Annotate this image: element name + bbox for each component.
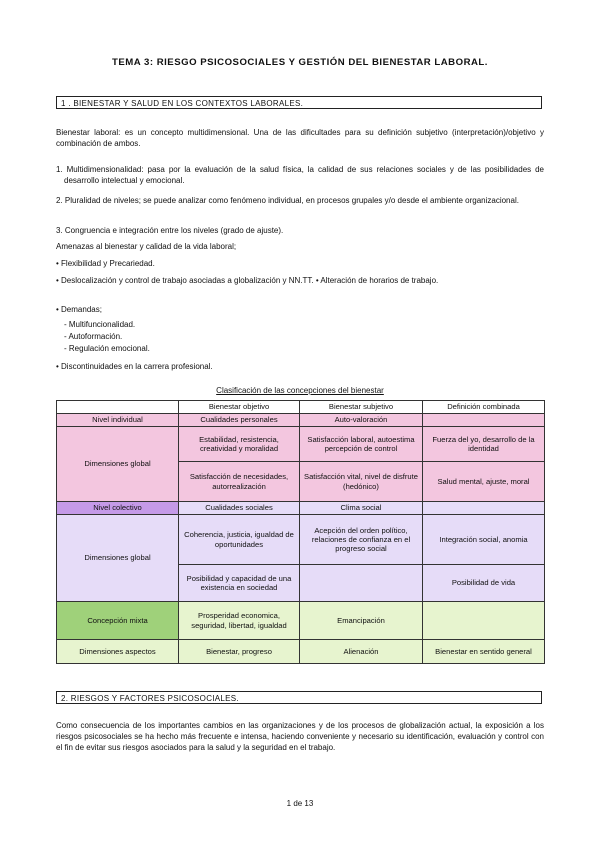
- dim-global-1a-subjetivo: Satisfacción laboral, autoestima percepción de control: [300, 427, 423, 462]
- nivel-colectivo-subjetivo: Clima social: [300, 502, 423, 515]
- point-3: [56, 225, 544, 236]
- section-2-heading: 2. RIESGOS Y FACTORES PSICOSOCIALES.: [56, 691, 542, 704]
- demand-2: - Autoformación.: [64, 332, 123, 341]
- nivel-individual-row: [57, 414, 545, 427]
- concepcion-mixta-objetivo: Prosperidad economica, seguridad, libertad, igualdad: [179, 602, 300, 640]
- dim-global-1b-objetivo: Satisfacción de necesidades, autorrealización: [179, 462, 300, 502]
- concepcion-mixta-combinada: [423, 602, 545, 640]
- demand-1: - Multifuncionalidad.: [64, 320, 136, 329]
- header-empty: [57, 401, 179, 414]
- dim-global-2a-subjetivo: Acepción del orden político, relaciones de confianza en el progreso social: [300, 515, 423, 565]
- nivel-individual-label: Nivel individual: [57, 414, 179, 427]
- point-1: [56, 164, 544, 186]
- wellbeing-classification-table: [56, 400, 545, 664]
- section-2-body: Como consecuencia de los importantes cambios en las organizaciones y de los procesos de globalización actual, la exposición a los riesgos psicosociales se ha hecho más frecuente e intensa, haciendo conveniente y necesario su identificación, evaluación y control con el fin de evitar sus riesgos asociados para la salud y la seguridad en el trabajo.: [56, 721, 544, 752]
- nivel-colectivo-row: [57, 502, 545, 515]
- dim-global-2a-objetivo: Coherencia, justicia, igualdad de oportunidades: [179, 515, 300, 565]
- dim-global-2b-combinada: Posibilidad de vida: [423, 565, 545, 602]
- bullet-1: [56, 258, 544, 269]
- point-2: [56, 195, 544, 206]
- dim-aspectos-subjetivo: Alienación: [300, 640, 423, 664]
- point-1-text: 1. Multidimensionalidad: pasa por la evaluación de la salud física, la calidad de sus relaciones sociales y de las posibilidades de desarrollo intelectual y emocional.: [56, 165, 544, 185]
- table-caption: Clasificación de las concepciones del bienestar: [216, 386, 384, 395]
- nivel-colectivo-label: Nivel colectivo: [57, 502, 179, 515]
- header-subjetivo: Bienestar subjetivo: [300, 401, 423, 414]
- dim-aspectos-label: Dimensiones aspectos: [57, 640, 179, 664]
- dim-global-1b-combinada: Salud mental, ajuste, moral: [423, 462, 545, 502]
- table-header-row: [57, 401, 545, 414]
- bullet-2: [56, 275, 544, 286]
- nivel-individual-objetivo: Cualidades personales: [179, 414, 300, 427]
- bullet-4-text: • Discontinuidades en la carrera profesional.: [56, 362, 213, 371]
- bullet-4: [56, 361, 544, 372]
- dim-global-1b-subjetivo: Satisfacción vital, nivel de disfrute (hedónico): [300, 462, 423, 502]
- dim-aspectos-objetivo: Bienestar, progreso: [179, 640, 300, 664]
- point-2-text: 2. Pluralidad de niveles; se puede analizar como fenómeno individual, en procesos grupales y/o desde el ambiente organizacional.: [56, 196, 519, 205]
- bullet-3: [56, 304, 544, 315]
- dim-global-2b-subjetivo: [300, 565, 423, 602]
- dim-global-2b-objetivo: Posibilidad y capacidad de una existencia en sociedad: [179, 565, 300, 602]
- definition-paragraph: Bienestar laboral: es un concepto multidimensional. Una de las dificultades para su definición subjetivo (interpretación)/objetivo y combinación de ambos.: [56, 128, 544, 148]
- nivel-colectivo-objetivo: Cualidades sociales: [179, 502, 300, 515]
- concepcion-mixta-subjetivo: Emancipación: [300, 602, 423, 640]
- dim-global-1-row-a: [57, 427, 545, 462]
- page-title: TEMA 3: RIESGO PSICOSOCIALES Y GESTIÓN DEL BIENESTAR LABORAL.: [112, 57, 488, 68]
- concepcion-mixta-label: Concepción mixta: [57, 602, 179, 640]
- concepcion-mixta-row: [57, 602, 545, 640]
- dim-global-2-label: Dimensiones global: [57, 515, 179, 602]
- header-combinada: Definición combinada: [423, 401, 545, 414]
- dim-aspectos-row: [57, 640, 545, 664]
- nivel-colectivo-combinada: [423, 502, 545, 515]
- page-number: 1 de 13: [286, 799, 314, 808]
- header-objetivo: Bienestar objetivo: [179, 401, 300, 414]
- dim-global-2-row-a: [57, 515, 545, 565]
- dim-aspectos-combinada: Bienestar en sentido general: [423, 640, 545, 664]
- bullet-1-text: • Flexibilidad y Precariedad.: [56, 259, 155, 268]
- section-1-heading: 1 . BIENESTAR Y SALUD EN LOS CONTEXTOS LABORALES.: [56, 96, 542, 109]
- bullet-2-text: • Deslocalización y control de trabajo asociadas a globalización y NN.TT. • Alteración de horarios de trabajo.: [56, 276, 439, 285]
- nivel-individual-subjetivo: Auto-valoración: [300, 414, 423, 427]
- dim-global-1a-combinada: Fuerza del yo, desarrollo de la identidad: [423, 427, 545, 462]
- dim-global-1-label: Dimensiones global: [57, 427, 179, 502]
- nivel-individual-combinada: [423, 414, 545, 427]
- demand-3: - Regulación emocional.: [64, 344, 150, 353]
- point-3-text: 3. Congruencia e integración entre los niveles (grado de ajuste).: [56, 226, 284, 235]
- dim-global-2a-combinada: Integración social, anomia: [423, 515, 545, 565]
- threats-intro: Amenazas al bienestar y calidad de la vida laboral;: [56, 242, 237, 251]
- dim-global-1a-objetivo: Estabilidad, resistencia, creatividad y moralidad: [179, 427, 300, 462]
- bullet-3-text: • Demandas;: [56, 305, 102, 314]
